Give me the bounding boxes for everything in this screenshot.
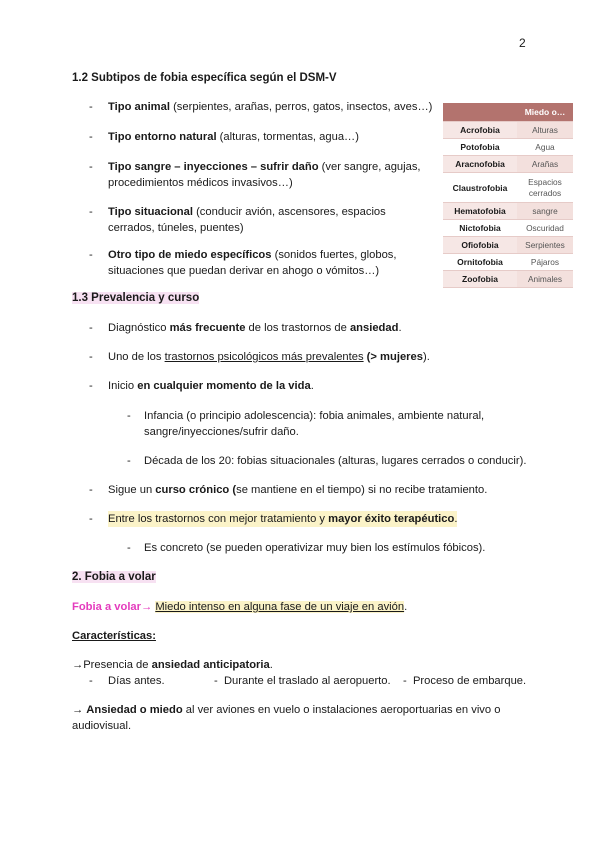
table-cell: Ornitofobia: [443, 254, 517, 271]
sub-bullet-dash: -: [127, 542, 131, 554]
bullet-dash: -: [89, 351, 93, 363]
table-cell: Pájaros: [517, 254, 573, 271]
onset-childhood: Infancia (o principio adolescencia): fobia animales, ambiente natural, sangre/inyecciones/sufrir daño.: [144, 410, 485, 438]
course-item: Sigue un curso crónico (se mantiene en el tiempo) si no recibe tratamiento.: [108, 484, 488, 496]
table-cell: Oscuridad: [517, 220, 573, 237]
table-cell: Arañas: [517, 156, 573, 173]
bullet-dash: -: [89, 206, 93, 218]
sub-bullet-dash: -: [127, 455, 131, 467]
subtype-other: Otro tipo de miedo específicos (sonidos fuertes, globos, situaciones que puedan derivar en ahogo o vómitos…): [108, 249, 397, 277]
anticipation-transfer: - Durante el traslado al aeropuerto.: [214, 675, 391, 687]
bullet-dash: -: [89, 513, 93, 525]
table-cell: Agua: [517, 139, 573, 156]
bullet-dash: -: [89, 131, 93, 143]
table-cell: Zoofobia: [443, 271, 517, 288]
prevalence-item-2: Uno de los trastornos psicológicos más prevalentes (> mujeres).: [108, 351, 430, 363]
bullet-dash: -: [89, 101, 93, 113]
table-cell: Ofiofobia: [443, 237, 517, 254]
subtype-blood: Tipo sangre – inyecciones – sufrir daño (ver sangre, agujas, procedimientos médicos invasivos…): [108, 161, 421, 189]
bullet-dash: -: [89, 380, 93, 392]
table-header-blank: [443, 103, 517, 122]
bullet-dash: -: [89, 161, 93, 173]
table-cell: Hematofobia: [443, 203, 517, 220]
bullet-dash: -: [89, 249, 93, 261]
treatment-sub: Es concreto (se pueden operativizar muy bien los estímulos fóbicos).: [144, 542, 486, 554]
table-cell: Animales: [517, 271, 573, 288]
table-cell: Nictofobia: [443, 220, 517, 237]
anticipation-days-before: Días antes.: [108, 675, 165, 687]
bullet-dash: -: [89, 322, 93, 334]
fear-seeing-planes: → Ansiedad o miedo al ver aviones en vuelo o instalaciones aeroportuarias en vivo o audiovisual.: [72, 704, 501, 732]
subtype-natural: Tipo entorno natural (alturas, tormentas, agua…): [108, 131, 359, 143]
prevalence-item-3: Inicio en cualquier momento de la vida.: [108, 380, 314, 392]
section-1-3-title: 1.3 Prevalencia y curso: [72, 292, 200, 304]
treatment-item: Entre los trastornos con mejor tratamiento y mayor éxito terapéutico.: [108, 513, 458, 525]
table-cell: Espacios cerrados: [517, 173, 573, 203]
sub-bullet-dash: -: [127, 410, 131, 422]
characteristics-title: Características:: [72, 630, 156, 642]
table-cell: Alturas: [517, 122, 573, 139]
fear-of-flying-definition: Fobia a volar→ Miedo intenso en alguna fase de un viaje en avión.: [72, 601, 408, 613]
subtype-animal: Tipo animal (serpientes, arañas, perros, gatos, insectos, aves…): [108, 101, 433, 113]
onset-twenties: Década de los 20: fobias situacionales (alturas, lugares cerrados o conducir).: [144, 455, 527, 467]
table-cell: Aracnofobia: [443, 156, 517, 173]
table-cell: Serpientes: [517, 237, 573, 254]
section-2-title: 2. Fobia a volar: [72, 571, 156, 583]
table-cell: Claustrofobia: [443, 173, 517, 203]
table-cell: Acrofobia: [443, 122, 517, 139]
table-header: Miedo o…: [517, 103, 573, 122]
table-cell: Potofobia: [443, 139, 517, 156]
page-number: 2: [519, 36, 526, 50]
phobia-table: [443, 103, 573, 288]
bullet-dash: -: [89, 675, 93, 687]
bullet-dash: -: [89, 484, 93, 496]
section-1-2-title: 1.2 Subtipos de fobia específica según el DSM-V: [72, 72, 337, 84]
subtype-situational: Tipo situacional (conducir avión, ascensores, espacios cerrados, túneles, puentes): [108, 206, 386, 234]
table-cell: sangre: [517, 203, 573, 220]
prevalence-item-1: Diagnóstico más frecuente de los trastornos de ansiedad.: [108, 322, 402, 334]
anticipation-boarding: - Proceso de embarque.: [403, 675, 527, 687]
anticipatory-anxiety: →Presencia de ansiedad anticipatoria.: [72, 659, 273, 671]
